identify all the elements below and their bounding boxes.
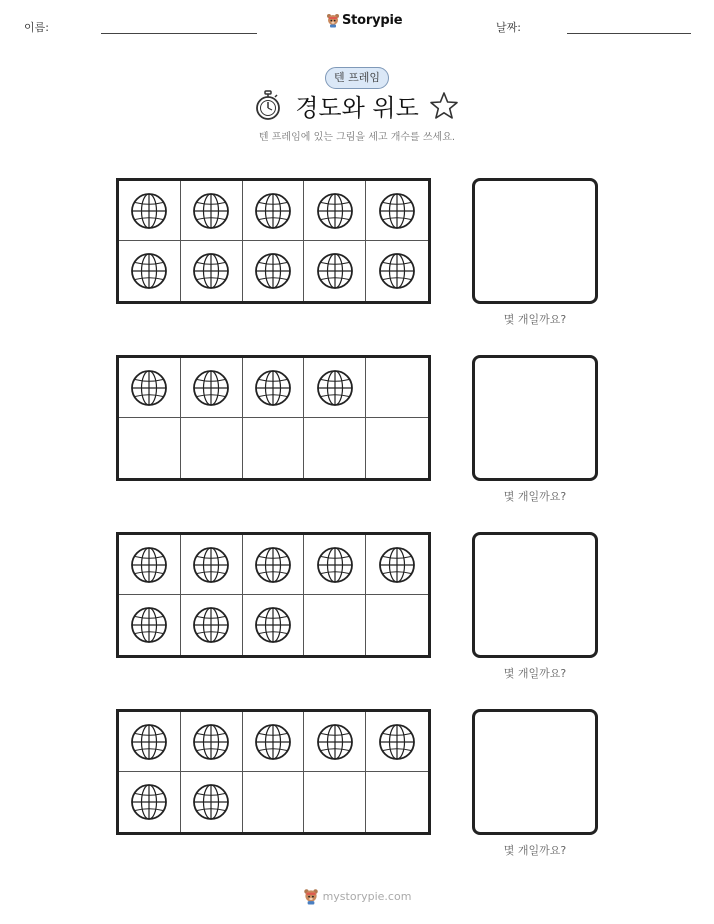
globe-icon xyxy=(316,723,354,761)
globe-icon xyxy=(316,369,354,407)
footer xyxy=(0,887,714,905)
globe-icon xyxy=(378,252,416,290)
question-label: 몇 개일까요? xyxy=(503,844,567,857)
ten-frame-cell xyxy=(119,181,181,241)
ten-frame-cell xyxy=(181,241,243,301)
name-label: 이름: xyxy=(24,21,49,34)
globe-icon xyxy=(130,252,168,290)
ten-frame-cell xyxy=(243,358,305,418)
answer-box[interactable] xyxy=(472,355,598,481)
globe-icon xyxy=(130,783,168,821)
globe-icon xyxy=(130,606,168,644)
globe-icon xyxy=(192,723,230,761)
globe-icon xyxy=(130,192,168,230)
ten-frame-cell xyxy=(243,418,305,478)
globe-icon xyxy=(254,546,292,584)
ten-frame-cell xyxy=(119,418,181,478)
ten-frame-cell xyxy=(181,595,243,655)
ten-frame-cell xyxy=(181,712,243,772)
bear-mascot-icon xyxy=(326,12,340,28)
footer-url: mystorypie.com xyxy=(322,889,412,903)
ten-frame-cell xyxy=(119,241,181,301)
globe-icon xyxy=(192,546,230,584)
ten-frame-cell xyxy=(366,358,428,418)
ten-frame-cell xyxy=(366,418,428,478)
globe-icon xyxy=(254,252,292,290)
globe-icon xyxy=(378,723,416,761)
ten-frame-cell xyxy=(304,712,366,772)
ten-frame-cell xyxy=(366,241,428,301)
ten-frame-cell xyxy=(119,772,181,832)
globe-icon xyxy=(192,252,230,290)
ten-frame-cell xyxy=(304,418,366,478)
ten-frame-cell xyxy=(243,535,305,595)
globe-icon xyxy=(192,369,230,407)
date-label: 날짜: xyxy=(496,21,521,34)
globe-icon xyxy=(316,192,354,230)
ten-frame-cell xyxy=(243,712,305,772)
name-line xyxy=(101,33,257,34)
ten-frame-cell xyxy=(243,772,305,832)
question-label: 몇 개일까요? xyxy=(503,490,567,503)
brand-name: Storypie xyxy=(342,12,403,28)
ten-frame-cell xyxy=(304,241,366,301)
ten-frame-cell xyxy=(366,712,428,772)
globe-icon xyxy=(130,369,168,407)
globe-icon xyxy=(378,192,416,230)
ten-frame-cell xyxy=(119,358,181,418)
ten-frame-cell xyxy=(304,535,366,595)
ten-frame-cell xyxy=(243,241,305,301)
question-label: 몇 개일까요? xyxy=(503,313,567,326)
ten-frame-cell xyxy=(243,181,305,241)
star-icon xyxy=(429,91,459,121)
globe-icon xyxy=(316,546,354,584)
globe-icon xyxy=(254,723,292,761)
globe-icon xyxy=(316,252,354,290)
ten-frame-cell xyxy=(366,595,428,655)
bear-mascot-icon xyxy=(303,887,319,905)
question-label: 몇 개일까요? xyxy=(503,667,567,680)
worksheet-title: 경도와 위도 xyxy=(295,94,419,122)
ten-frame-cell xyxy=(181,418,243,478)
globe-icon xyxy=(378,546,416,584)
ten-frame-cell xyxy=(119,712,181,772)
answer-box[interactable] xyxy=(472,532,598,658)
ten-frame-cell xyxy=(181,358,243,418)
globe-icon xyxy=(130,723,168,761)
ten-frame xyxy=(116,709,431,835)
globe-icon xyxy=(192,192,230,230)
globe-icon xyxy=(254,192,292,230)
ten-frame-cell xyxy=(304,181,366,241)
ten-frame-cell xyxy=(181,535,243,595)
globe-icon xyxy=(254,606,292,644)
globe-icon xyxy=(254,369,292,407)
ten-frame-cell xyxy=(181,181,243,241)
globe-icon xyxy=(192,606,230,644)
answer-box[interactable] xyxy=(472,709,598,835)
ten-frame-cell xyxy=(181,772,243,832)
ten-frame-cell xyxy=(366,181,428,241)
ten-frame-cell xyxy=(304,772,366,832)
answer-box[interactable] xyxy=(472,178,598,304)
ten-frame-cell xyxy=(119,595,181,655)
ten-frame-cell xyxy=(243,595,305,655)
ten-frame-cell xyxy=(366,772,428,832)
brand-logo xyxy=(326,12,402,28)
ten-frame xyxy=(116,532,431,658)
globe-icon xyxy=(130,546,168,584)
ten-frame xyxy=(116,178,431,304)
date-line xyxy=(567,33,691,34)
ten-frame xyxy=(116,355,431,481)
topic-tag: 텐 프레임 xyxy=(325,67,389,89)
ten-frame-cell xyxy=(366,535,428,595)
ten-frame-cell xyxy=(304,358,366,418)
ten-frame-cell xyxy=(304,595,366,655)
ten-frame-cell xyxy=(119,535,181,595)
instructions: 텐 프레임에 있는 그림을 세고 개수를 쓰세요. xyxy=(258,132,456,143)
globe-icon xyxy=(192,783,230,821)
